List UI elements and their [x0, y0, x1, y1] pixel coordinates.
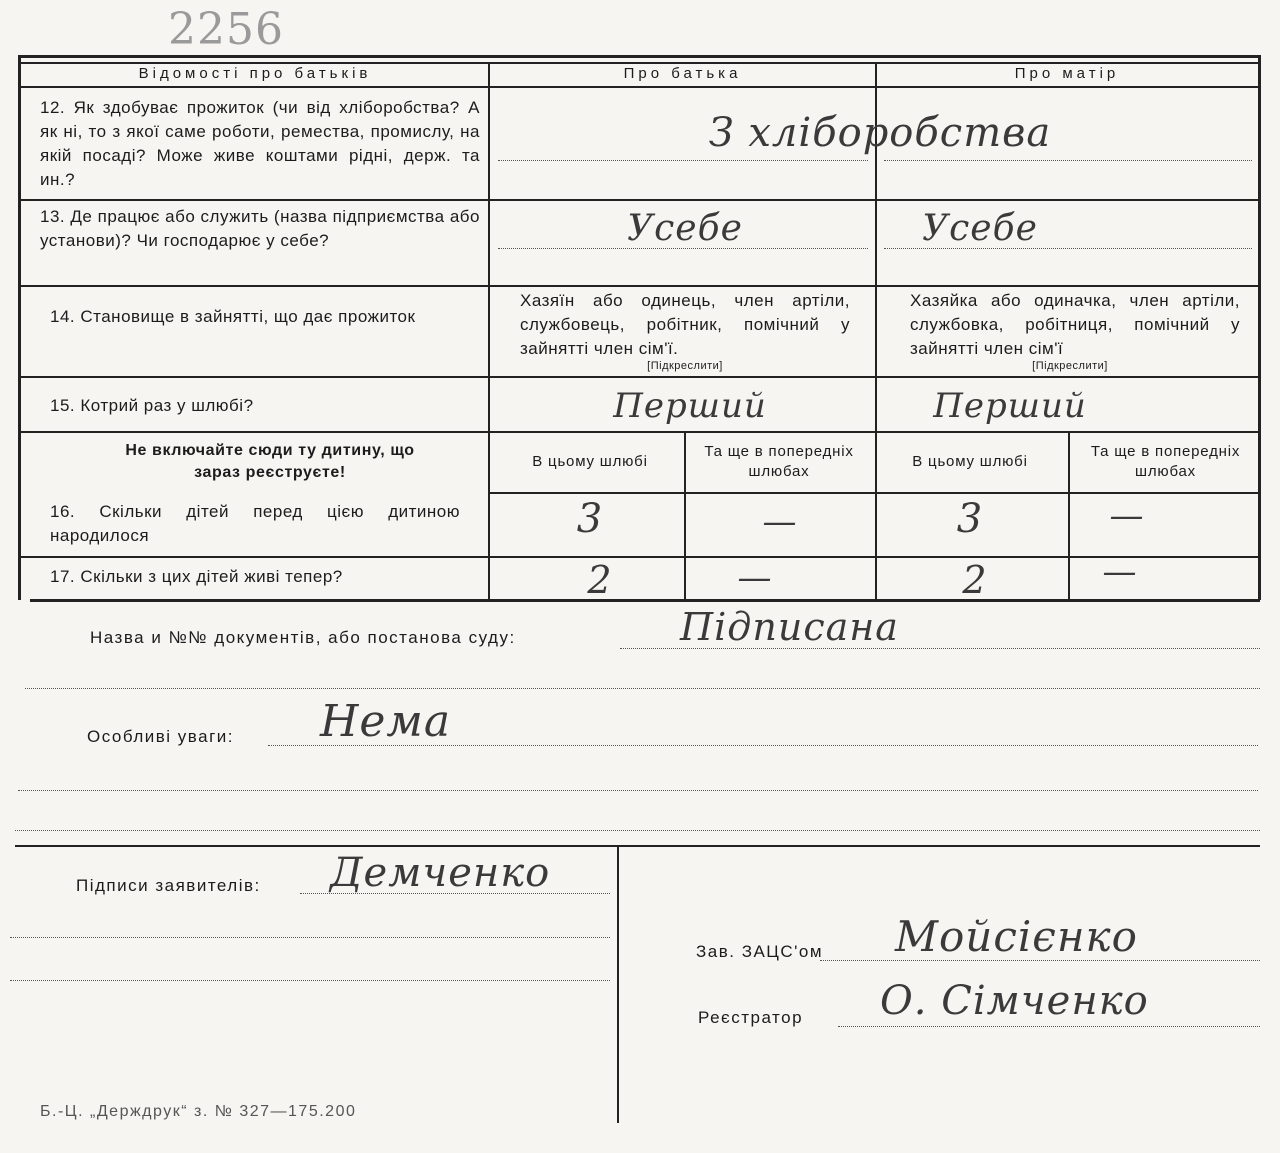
answer-15-father: Перший — [613, 386, 767, 426]
question-17: 17. Скільки з цих дітей живі тепер? — [50, 567, 343, 586]
registrar-signature: О. Сімченко — [880, 978, 1149, 1024]
applicants-signature-label: Підписи заявителів: — [76, 876, 261, 895]
documents-value: Підписана — [680, 605, 899, 649]
remarks-label: Особливі уваги: — [87, 727, 235, 746]
answer-13-father: Усебе — [627, 208, 743, 249]
question-12: 12. Як здобуває прожиток (чи від хліборобства? А як ні, то з якої саме роботи, ремества, промислу, на якій посаді? Може живе коштами рідні, держ. та ин.? — [40, 98, 480, 189]
header-mother: Про матір — [1014, 65, 1120, 82]
printer-imprint: Б.-Ц. „Держдрук“ з. № 327—175.200 — [40, 1103, 357, 1120]
subheader-prev-marriages-mother: Та ще в попередніх шлюбах — [1090, 443, 1241, 480]
answer-17-mother-this: 2 — [962, 558, 988, 602]
header-parents-info: Відомості про батьків — [138, 65, 372, 82]
answer-12-both: З хліборобства — [708, 110, 1052, 156]
question-13: 13. Де працює або служить (назва підприємства або установи)? Чи господарює у себе? — [40, 207, 480, 250]
head-zags-label: Зав. ЗАЦС'ом — [696, 942, 824, 961]
answer-15-mother: Перший — [933, 386, 1087, 426]
note-exclude-child: Не включайте сюди ту дитину, що зараз реєструєте! — [125, 442, 415, 481]
registrar-label: Реєстратор — [698, 1008, 804, 1027]
underline-note-father: [Підкреслити] — [647, 360, 723, 372]
question-15: 15. Котрий раз у шлюбі? — [50, 396, 254, 415]
remarks-value: Нема — [320, 696, 452, 747]
answer-16-father-prev: — — [762, 502, 798, 542]
answer-13-mother: Усебе — [922, 208, 1038, 249]
underline-note-mother: [Підкреслити] — [1032, 360, 1108, 372]
subheader-this-marriage-mother: В цьому шлюбі — [912, 453, 1028, 470]
question-14: 14. Становище в зайнятті, що дає прожиток — [50, 307, 416, 326]
question-16: 16. Скільки дітей перед цією дитиною народилося — [50, 502, 460, 545]
header-father: Про батька — [623, 65, 742, 82]
applicants-signature: Демченко — [330, 850, 551, 896]
answer-16-mother-prev: — — [1109, 496, 1145, 536]
head-zags-signature: Мойсієнко — [895, 912, 1138, 961]
answer-16-mother-this: 3 — [956, 496, 984, 542]
answer-17-father-prev: — — [737, 558, 773, 598]
answer-17-mother-prev: — — [1102, 552, 1138, 592]
documents-label: Назва и №№ документів, або постанова суду: — [90, 628, 516, 647]
subheader-prev-marriages-father: Та ще в попередніх шлюбах — [704, 443, 854, 480]
answer-14-mother-options: Хазяйка або одиначка, член артіли, службовка, робітниця, помічний у зайнятті член сім'ї — [910, 291, 1240, 358]
stamp-number: 2256 — [168, 4, 284, 55]
answer-17-father-this: 2 — [587, 558, 613, 602]
subheader-this-marriage-father: В цьому шлюбі — [532, 453, 648, 470]
answer-16-father-this: 3 — [576, 496, 604, 542]
answer-14-father-options: Хазяїн або одинець, член артіли, службовець, робітник, помічний у зайнятті член сім'ї. — [520, 291, 850, 358]
